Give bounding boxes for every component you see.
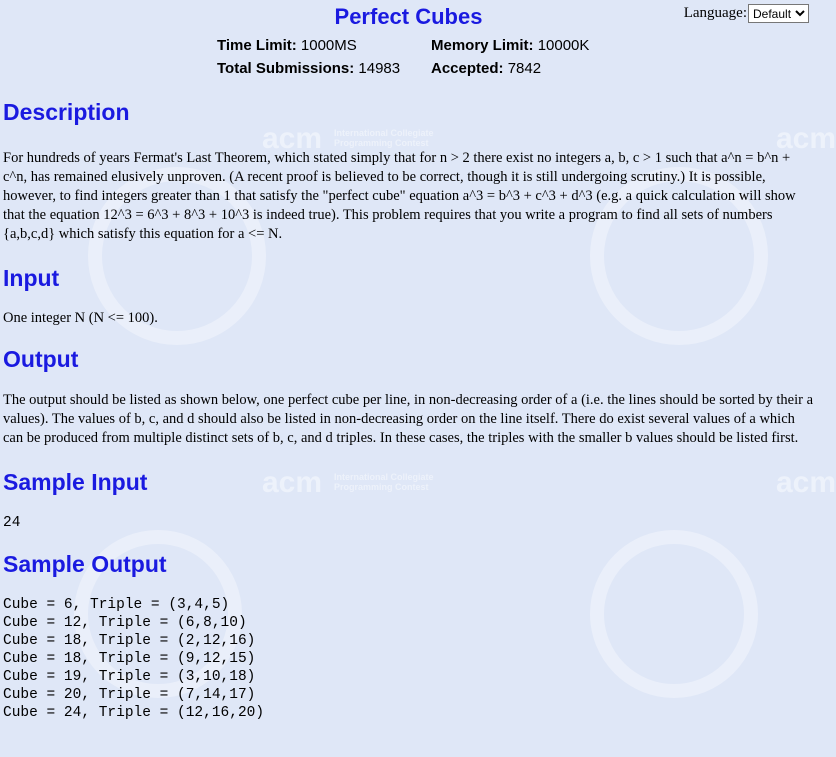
input-heading: Input	[3, 265, 60, 291]
accepted-count: Accepted: 7842	[431, 60, 542, 77]
time-limit: Time Limit: 1000MS	[217, 37, 357, 54]
language-select[interactable]	[748, 4, 809, 23]
memory-limit: Memory Limit: 10000K	[431, 37, 590, 54]
watermark-acm: acm	[776, 466, 836, 499]
sample-output-heading: Sample Output	[3, 551, 167, 577]
sample-input-heading: Sample Input	[3, 469, 148, 495]
output-heading: Output	[3, 346, 79, 372]
watermark-acm: acm	[776, 122, 836, 155]
watermark-acm-sub: International Collegiate Programming Contest	[334, 128, 434, 148]
total-submissions: Total Submissions: 14983	[217, 60, 401, 77]
problem-stats	[217, 34, 589, 80]
language-selector	[684, 4, 809, 23]
watermark-acm-sub: International Collegiate Programming Contest	[334, 472, 434, 492]
language-label: Language:	[683, 5, 747, 21]
page-title: Perfect Cubes	[334, 4, 483, 29]
description-text: For hundreds of years Fermat's Last Theorem, which stated simply that for n > 2 there exist no integers a, b, c > 1 such that a^n = b^n + c^n, has remained elusively unproven. (A recent proof is believed to be correct, though it is still undergoing scrutiny.) It is possible, however, to find integers greater than 1 that satisfy the "perfect cube" equation a^3 = b^3 + c^3 + d^3 (e.g. a quick calculation will show that the equation 12^3 = 6^3 + 8^3 + 10^3 is indeed true). This problem requires that you write a program to find all sets of numbers {a,b,c,d} which satisfy this equation for a <= N.	[3, 150, 796, 242]
description-heading: Description	[3, 99, 130, 125]
problem-header	[0, 0, 817, 98]
input-text: One integer N (N <= 100).	[3, 310, 158, 326]
sample-output: Cube = 6, Triple = (3,4,5) Cube = 12, Triple = (6,8,10) Cube = 18, Triple = (2,12,16) Cube = 18, Triple = (9,12,15) Cube = 19, Triple = (3,10,18) Cube = 20, Triple = (7,14,17) Cube = 24, Triple = (12,16,20)	[3, 597, 265, 721]
sample-input: 24	[3, 515, 21, 531]
output-text: The output should be listed as shown below, one perfect cube per line, in non-decreasing order of a (i.e. the lines should be sorted by their a values). The values of b, c, and d should also be listed in non-decreasing order on the line itself. There do exist several values of a which can be produced from multiple distinct sets of b, c, and d triples. In these cases, the triples with the smaller b values should be listed first.	[3, 392, 814, 446]
watermark-acm: acm	[262, 122, 323, 155]
watermark-acm: acm	[262, 466, 323, 499]
problem-content	[0, 98, 817, 722]
